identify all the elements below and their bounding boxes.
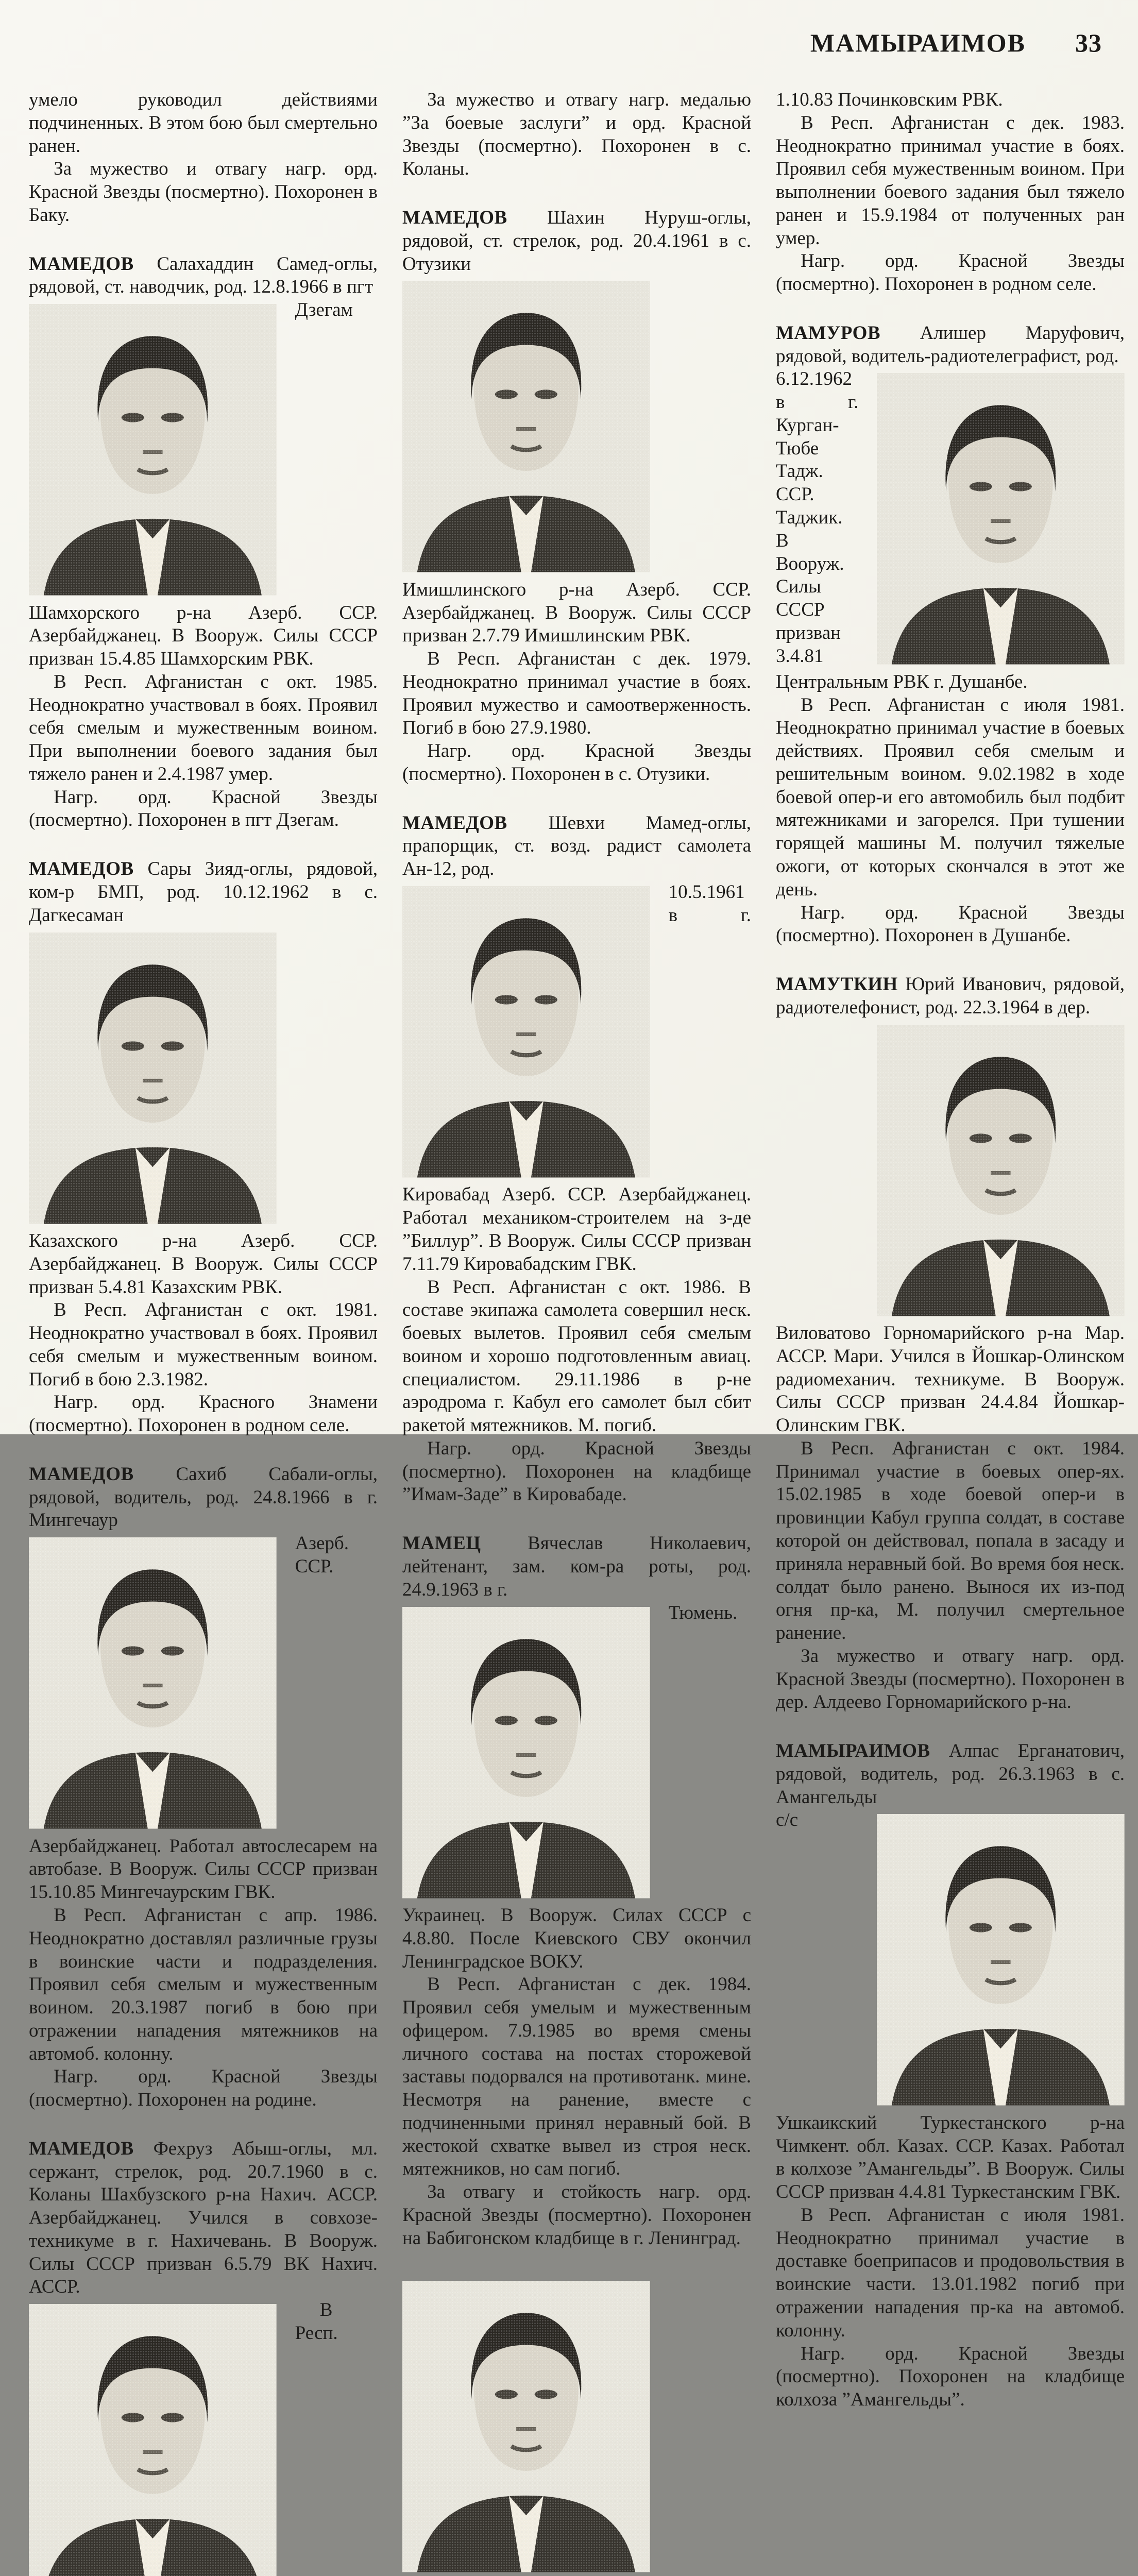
entry-paragraph: В Респ. Афганистан с окт. 1985. Неоднократно участвовал в боях. Проявил себя смелым и мужественным воином. При выполнении боевого задания был тяжело ранен и 2.4.1987 умер. bbox=[29, 671, 378, 785]
portrait-photo bbox=[29, 1537, 277, 1828]
entry-paragraph: с/с Ушкаикский Туркестанского р-на Чимкент. обл. Казах. ССР. Казах. Работал в колхозе ”Амангельды”. В Вооруж. Силы СССР призван 4.4.81 Туркестанским ГВК. bbox=[776, 1809, 1125, 2203]
entry-paragraph: В Респ. bbox=[295, 2299, 338, 2344]
entry-paragraph: Казахского р-на Азерб. ССР. Азербайджанец. В Вооруж. Силы СССР призван 5.4.81 Казахским РВК. bbox=[29, 1230, 378, 1298]
entry-lead: МАМЕДОВ Салахаддин Самед-оглы, рядовой, ст. наводчик, род. 12.8.1966 в пгт bbox=[29, 253, 378, 298]
entry-paragraph: Нагр. орд. Красной Звезды (посмертно). Похоронен в пгт Дзегам. bbox=[29, 786, 378, 831]
memorial-entry bbox=[776, 1740, 1125, 2412]
portrait-silhouette-icon bbox=[29, 1537, 277, 1828]
entry-flow bbox=[776, 368, 1125, 947]
portrait-silhouette-icon bbox=[877, 373, 1125, 664]
entry-paragraph: Нагр. орд. Красной Звезды (посмертно). Похоронен в Душанбе. bbox=[776, 902, 1125, 946]
paragraph: Нагр. орд. Красной Звезды (посмертно). Похоронен в родном селе. bbox=[776, 250, 1125, 295]
paragraph: За мужество и отвагу нагр. орд. Красной Звезды (посмертно). Похоронен в Баку. bbox=[29, 158, 378, 226]
memorial-entry bbox=[402, 2276, 751, 2576]
entry-lead: МАМЫРАИМОВ Алпас Ерганатович, рядовой, водитель, род. 26.3.1963 в с. Амангельды bbox=[776, 1740, 1125, 1808]
paragraph: 1.10.83 Починковским РВК. bbox=[776, 89, 1003, 110]
entry-paragraph: Тюмень. Украинец. В Вооруж. Силах СССР с 4.8.80. После Киевского СВУ окончил Ленинградское ВОКУ. bbox=[402, 1602, 751, 1972]
entry-surname: МАМУТКИН bbox=[776, 974, 898, 995]
entry-flow bbox=[29, 2299, 378, 2576]
entry-paragraph: Азерб. ССР. Азербайджанец. Работал автослесарем на автобазе. В Вооруж. Силы СССР призван 15.10.85 Мингечаурским ГВК. bbox=[29, 1533, 378, 1903]
entry-flow bbox=[402, 2276, 751, 2576]
text-column-1 bbox=[29, 89, 378, 2576]
entry-paragraph: В Респ. Афганистан с дек. 1979. Неоднократно принимал участие в боях. Проявил мужество и самоотверженность. Погиб в бою 27.9.1980. bbox=[402, 648, 751, 739]
entry-flow bbox=[29, 299, 378, 832]
portrait-silhouette-icon bbox=[29, 2304, 277, 2576]
running-head bbox=[0, 0, 1138, 58]
portrait-silhouette-icon bbox=[29, 304, 277, 595]
portrait-photo bbox=[402, 281, 650, 572]
portrait-silhouette-icon bbox=[877, 1025, 1125, 1316]
portrait-silhouette-icon bbox=[402, 886, 650, 1177]
portrait-photo bbox=[29, 2304, 277, 2576]
entry-flow bbox=[776, 1809, 1125, 2411]
paragraph: В Респ. Афганистан с дек. 1983. Неоднократно принимал участие в боях. Проявил себя мужественным воином. При выполнении боевого задания был тяжело ранен и 15.9.1984 от полученных ран умер. bbox=[776, 112, 1125, 249]
paragraph: За мужество и отвагу нагр. медалью ”За боевые заслуги” и орд. Красной Звезды (посмертно). Похоронен в с. Коланы. bbox=[402, 89, 751, 180]
portrait-silhouette-icon bbox=[402, 281, 650, 572]
entry-paragraph: Нагр. орд. Красной Звезды (посмертно). Похоронен на родине. bbox=[29, 2066, 378, 2111]
portrait-photo bbox=[29, 933, 277, 1224]
entry-paragraph: 10.5.1961 в г. Кировабад Азерб. ССР. Азербайджанец. Работал механиком-строителем на з-де ”Биллур”. В Вооруж. Силы СССР призван 7.11.79 Кировабадским ГВК. bbox=[402, 882, 751, 1275]
portrait-photo bbox=[402, 2281, 650, 2572]
entry-flow bbox=[402, 881, 751, 1506]
entry-paragraph: За мужество и отвагу нагр. орд. Красной Звезды (посмертно). Похоронен в дер. Алдеево Горномарийского р-на. bbox=[776, 1645, 1125, 1713]
portrait-silhouette-icon bbox=[877, 1814, 1125, 2105]
entry-paragraph: Нагр. орд. Красной Звезды (посмертно). Похоронен на кладбище ”Имам-Заде” в Кировабаде. bbox=[402, 1437, 751, 1505]
entry-paragraph: В Респ. Афганистан с июля 1981. Неоднократно принимал участие в боевых действиях. Проявил себя смелым и решительным воином. 9.02.1982 в ходе боевой опер-и его автомобиль был подбит мятежниками и загорелся. При тушении горящей машины М. получил тяжелые ожоги, от которых скончался в этот же день. bbox=[776, 694, 1125, 900]
memorial-entry bbox=[402, 207, 751, 786]
page-number: 33 bbox=[1075, 28, 1102, 57]
entry-paragraph: 6.12.1962 в г. Курган-Тюбе Тадж. ССР. Таджик. В Вооруж. Силы СССР призван 3.4.81 Центральным РВК г. Душанбе. bbox=[776, 368, 1028, 692]
text-column-2 bbox=[402, 89, 751, 2576]
memorial-entry bbox=[29, 2138, 378, 2576]
entry-surname: МАМЕДОВ bbox=[29, 858, 134, 880]
entry-flow bbox=[29, 1532, 378, 2112]
portrait-silhouette-icon bbox=[402, 2281, 650, 2572]
entry-paragraph: Нагр. орд. Красного Знамени (посмертно). Похоронен в родном селе. bbox=[29, 1392, 378, 1436]
memorial-entry bbox=[29, 858, 378, 1437]
portrait-photo bbox=[877, 1814, 1125, 2105]
entry-lead: МАМЕДОВ Шахин Нуруш-оглы, рядовой, ст. стрелок, род. 20.4.1961 в с. Отузики bbox=[402, 207, 751, 275]
entry-paragraph: В Респ. Афганистан с окт. 1986. В составе экипажа самолета совершил неск. боевых вылетов. Проявил себя смелым воином и хорошо подготовленным авиац. специалистом. 29.11.1986 в р-не аэродрома г. Кабул его самолет был сбит ракетой мятежников. М. погиб. bbox=[402, 1276, 751, 1436]
entry-paragraph: В Респ. Афганистан с окт. 1984. Принимал участие в боевых опер-ях. 15.02.1985 в ходе боевой опер-и в провинции Кабул группа солдат, в составе которой он действовал, попала в засаду и приняла неравный бой. Во время боя неск. солдат было ранено. Вынося их из-под огня пр-ка, М. получил смертельное ранение. bbox=[776, 1437, 1125, 1644]
entry-flow bbox=[402, 1602, 751, 2250]
portrait-silhouette-icon bbox=[29, 933, 277, 1224]
entry-lead: МАМУТКИН Юрий Иванович, рядовой, радиотелефонист, род. 22.3.1964 в дер. bbox=[776, 974, 1125, 1018]
entry-flow bbox=[29, 927, 378, 1437]
entry-paragraph: Имишлинского р-на Азерб. ССР. Азербайджанец. В Вооруж. Силы СССР призван 2.7.79 Имишлинским РВК. bbox=[402, 579, 751, 647]
entry-surname: МАМЕДОВ bbox=[29, 2138, 134, 2159]
memorial-entry bbox=[29, 1463, 378, 2112]
entry-lead: МАМЕДОВ Сахиб Сабали-оглы, рядовой, водитель, род. 24.8.1966 в г. Мингечаур bbox=[29, 1463, 378, 1531]
entry-paragraph: За отвагу и стойкость нагр. орд. Красной Звезды (посмертно). Похоронен на Бабигонском кладбище в г. Ленинград. bbox=[402, 2181, 751, 2249]
entry-lead: МАМЕДОВ Фехруз Абыш-оглы, мл. сержант, стрелок, род. 20.7.1960 в с. Коланы Шахбузского р-на Нахич. АССР. Азербайджанец. Учился в совхозе-техникуме в г. Нахичевань. В Вооруж. Силы СССР призван 6.5.79 ВК Нахич. АССР. bbox=[29, 2138, 378, 2298]
entry-paragraph: В Респ. Афганистан с окт. 1981. Неоднократно участвовал в боях. Проявил себя смелым и мужественным воином. Погиб в бою 2.3.1982. bbox=[29, 1299, 378, 1390]
entry-surname: МАМЕДОВ bbox=[29, 1463, 134, 1485]
page-columns bbox=[0, 58, 1138, 2576]
entry-paragraph: Нагр. орд. Красной Звезды (посмертно). Похоронен в с. Отузики. bbox=[402, 740, 751, 785]
entry-flow bbox=[402, 276, 751, 786]
entry-surname: МАМЫРАИМОВ bbox=[776, 1740, 930, 1762]
entry-surname: МАМЕДОВ bbox=[402, 207, 507, 229]
entry-paragraph: В Респ. Афганистан с дек. 1984. Проявил себя умелым и мужественным офицером. 7.9.1985 во время смены личного состава на постах сторожевой заставы подорвался на противотанк. мине. Несмотря на ранение, вместе с подчиненными принял неравный бой. В жестокой схватке вывел из строя неск. мятежников, но сам погиб. bbox=[402, 1974, 751, 2180]
entry-flow bbox=[776, 1020, 1125, 1714]
entry-lead: МАМУРОВ Алишер Маруфович, рядовой, водитель-радиотелеграфист, род. bbox=[776, 322, 1125, 367]
portrait-photo bbox=[877, 1025, 1125, 1316]
memorial-entry bbox=[776, 322, 1125, 947]
entry-paragraph: Нагр. орд. Красной Звезды (посмертно). Похоронен на кладбище колхоза ”Амангельды”. bbox=[776, 2343, 1125, 2411]
text-column-3 bbox=[776, 89, 1125, 2576]
memorial-entry bbox=[776, 973, 1125, 1714]
portrait-photo bbox=[29, 304, 277, 595]
portrait-silhouette-icon bbox=[402, 1607, 650, 1898]
entry-surname: МАМУРОВ bbox=[776, 322, 881, 344]
memorial-entry bbox=[402, 812, 751, 1506]
entry-lead: МАМЕДОВ Сары Зияд-оглы, рядовой, ком-р БМП, род. 10.12.1962 в с. Дагкесаман bbox=[29, 858, 378, 926]
portrait-photo bbox=[877, 373, 1125, 664]
entry-lead: МАМЕДОВ Шевхи Мамед-оглы, прапорщик, ст. возд. радист самолета Ан-12, род. bbox=[402, 812, 751, 880]
entry-paragraph: В Респ. Афганистан с апр. 1986. Неоднократно доставлял различные грузы в воинские части и подразделения. Проявил себя смелым и мужественным воином. 20.3.1987 погиб в бою при отражении нападения мятежников на автомоб. колонну. bbox=[29, 1904, 378, 2064]
entry-lead: МАМЕЦ Вячеслав Николаевич, лейтенант, зам. ком-ра роты, род. 24.9.1963 в г. bbox=[402, 1533, 751, 1600]
entry-paragraph: В Респ. Афганистан с июля 1981. Неоднократно принимал участие в доставке боеприпасов и продовольствия в воинские части. 13.01.1982 погиб при отражении нападения пр-ка на автомоб. колонну. bbox=[776, 2204, 1125, 2341]
memorial-entry bbox=[402, 1532, 751, 2250]
entry-surname: МАМЕДОВ bbox=[402, 812, 507, 834]
running-headword: МАМЫРАИМОВ bbox=[810, 28, 1026, 57]
portrait-photo bbox=[402, 1607, 650, 1898]
portrait-photo bbox=[402, 886, 650, 1177]
entry-paragraph: Дзегам Шамхорского р-на Азерб. ССР. Азербайджанец. В Вооруж. Силы СССР призван 15.4.85 Шамхорским РВК. bbox=[29, 299, 378, 670]
paragraph: умело руководил действиями подчиненных. В этом бою был смертельно ранен. bbox=[29, 89, 378, 157]
memorial-entry bbox=[29, 253, 378, 833]
entry-surname: МАМЕДОВ bbox=[29, 253, 134, 275]
entry-paragraph: Виловатово Горномарийского р-на Мар. АССР. Мари. Учился в Йошкар-Олинском радиомеханич. техникуме. В Вооруж. Силы СССР призван 24.4.84 Йошкар-Олинским ГВК. bbox=[776, 1323, 1125, 1436]
entry-surname: МАМЕЦ bbox=[402, 1533, 481, 1554]
